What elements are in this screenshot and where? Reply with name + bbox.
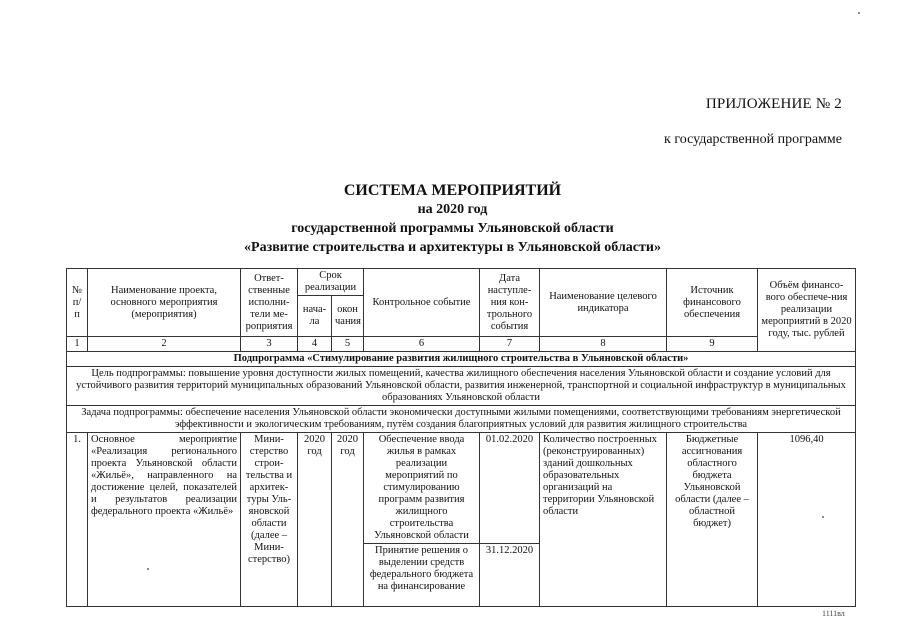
header-end: окон чания xyxy=(332,296,364,337)
subprogram-row xyxy=(67,352,856,367)
heading-line-4: «Развитие строительства и архитектуры в Ульяновской области» xyxy=(244,240,661,255)
col-number: 5 xyxy=(332,337,364,352)
appendix-title: ПРИЛОЖЕНИЕ № 2 xyxy=(705,96,842,112)
row-name: Основное мероприятие «Реализация регионального проекта Ульяновской области «Жильё», направленного на достижение целей, показателей и результатов реализации федерального проекта «Жильё» xyxy=(88,433,241,607)
table-row xyxy=(67,433,856,544)
col-number: 1 xyxy=(67,337,88,352)
col-number: 7 xyxy=(480,337,540,352)
row-date-1: 01.02.2020 xyxy=(480,433,540,544)
row-event-1: Обеспечение ввода жилья в рамках реализации мероприятий по стимулированию программ развития жилищного строительства Ульяновской области xyxy=(364,433,480,544)
subprogram-goal: Цель подпрограммы: повышение уровня доступности жилых помещений, качества жилищного обеспечения населения Ульяновской области и создание условий для устойчивого развития территорий муниципальных образований Ульяновской области, развития инженерной, транспортной и социальной инфраструктур в муниципальных образованиях Ульяновской области xyxy=(67,367,856,406)
row-end: 2020 год xyxy=(332,433,364,607)
col-number: 9 xyxy=(667,337,758,352)
task-row xyxy=(67,406,856,433)
heading-line-3: государственной программы Ульяновской области xyxy=(291,221,614,236)
header-start: нача-ла xyxy=(298,296,332,337)
appendix-subtitle: к государственной программе xyxy=(664,132,842,147)
header-row xyxy=(67,269,856,296)
row-num: 1. xyxy=(67,433,88,607)
row-date-2: 31.12.2020 xyxy=(480,544,540,607)
measures-table-wrap xyxy=(66,268,856,607)
scan-stamp: 1111вл xyxy=(822,609,845,618)
col-number: 2 xyxy=(88,337,241,352)
header-volume: Объём финансо-вого обеспече-ния реализации мероприятий в 2020 году, тыс. рублей xyxy=(758,269,856,352)
subprogram-task: Задача подпрограммы: обеспечение населения Ульяновской области экономически доступными жилыми помещениями, соответствующими требованиям энергетической эффективности и экологическим требованиям, путём создания благоприятных условий для развития жилищного строительства xyxy=(67,406,856,433)
scan-speck xyxy=(147,568,149,570)
heading-line-1: СИСТЕМА МЕРОПРИЯТИЙ xyxy=(343,182,562,199)
header-num: № п/п xyxy=(67,269,88,337)
row-indicator: Количество построенных (реконструированных) зданий дошкольных образовательных организаций на территории Ульяновской области xyxy=(540,433,667,607)
header-event: Контрольное событие xyxy=(364,269,480,337)
header-indicator: Наименование целевого индикатора xyxy=(540,269,667,337)
row-start: 2020 год xyxy=(298,433,332,607)
measures-table xyxy=(66,268,856,607)
header-date: Дата наступле-ния кон-трольного события xyxy=(480,269,540,337)
row-event-2: Принятие решения о выделении средств федерального бюджета на финансирование xyxy=(364,544,480,607)
row-source: Бюджетные ассигнования областного бюджета Ульяновской области (далее – областной бюджет) xyxy=(667,433,758,607)
row-resp: Мини-стерство строи-тельства и архитек-туры Уль-яновской области (далее – Мини-стерство) xyxy=(241,433,298,607)
header-resp: Ответ-ственные исполни-тели ме-роприятия xyxy=(241,269,298,337)
document-heading xyxy=(0,181,905,257)
col-number: 8 xyxy=(540,337,667,352)
header-name: Наименование проекта, основного мероприятия (мероприятия) xyxy=(88,269,241,337)
column-numbers-row xyxy=(67,337,856,352)
header-source: Источник финансового обеспечения xyxy=(667,269,758,337)
scan-speck xyxy=(858,12,860,14)
goal-row xyxy=(67,367,856,406)
scan-speck xyxy=(822,516,824,518)
header-term: Срок реализации xyxy=(298,269,364,296)
row-volume: 1096,40 xyxy=(758,433,856,607)
heading-line-2: на 2020 год xyxy=(417,202,488,217)
col-number: 3 xyxy=(241,337,298,352)
subprogram-title: Подпрограмма «Стимулирование развития жилищного строительства в Ульяновской области» xyxy=(67,352,856,367)
col-number: 6 xyxy=(364,337,480,352)
col-number: 4 xyxy=(298,337,332,352)
